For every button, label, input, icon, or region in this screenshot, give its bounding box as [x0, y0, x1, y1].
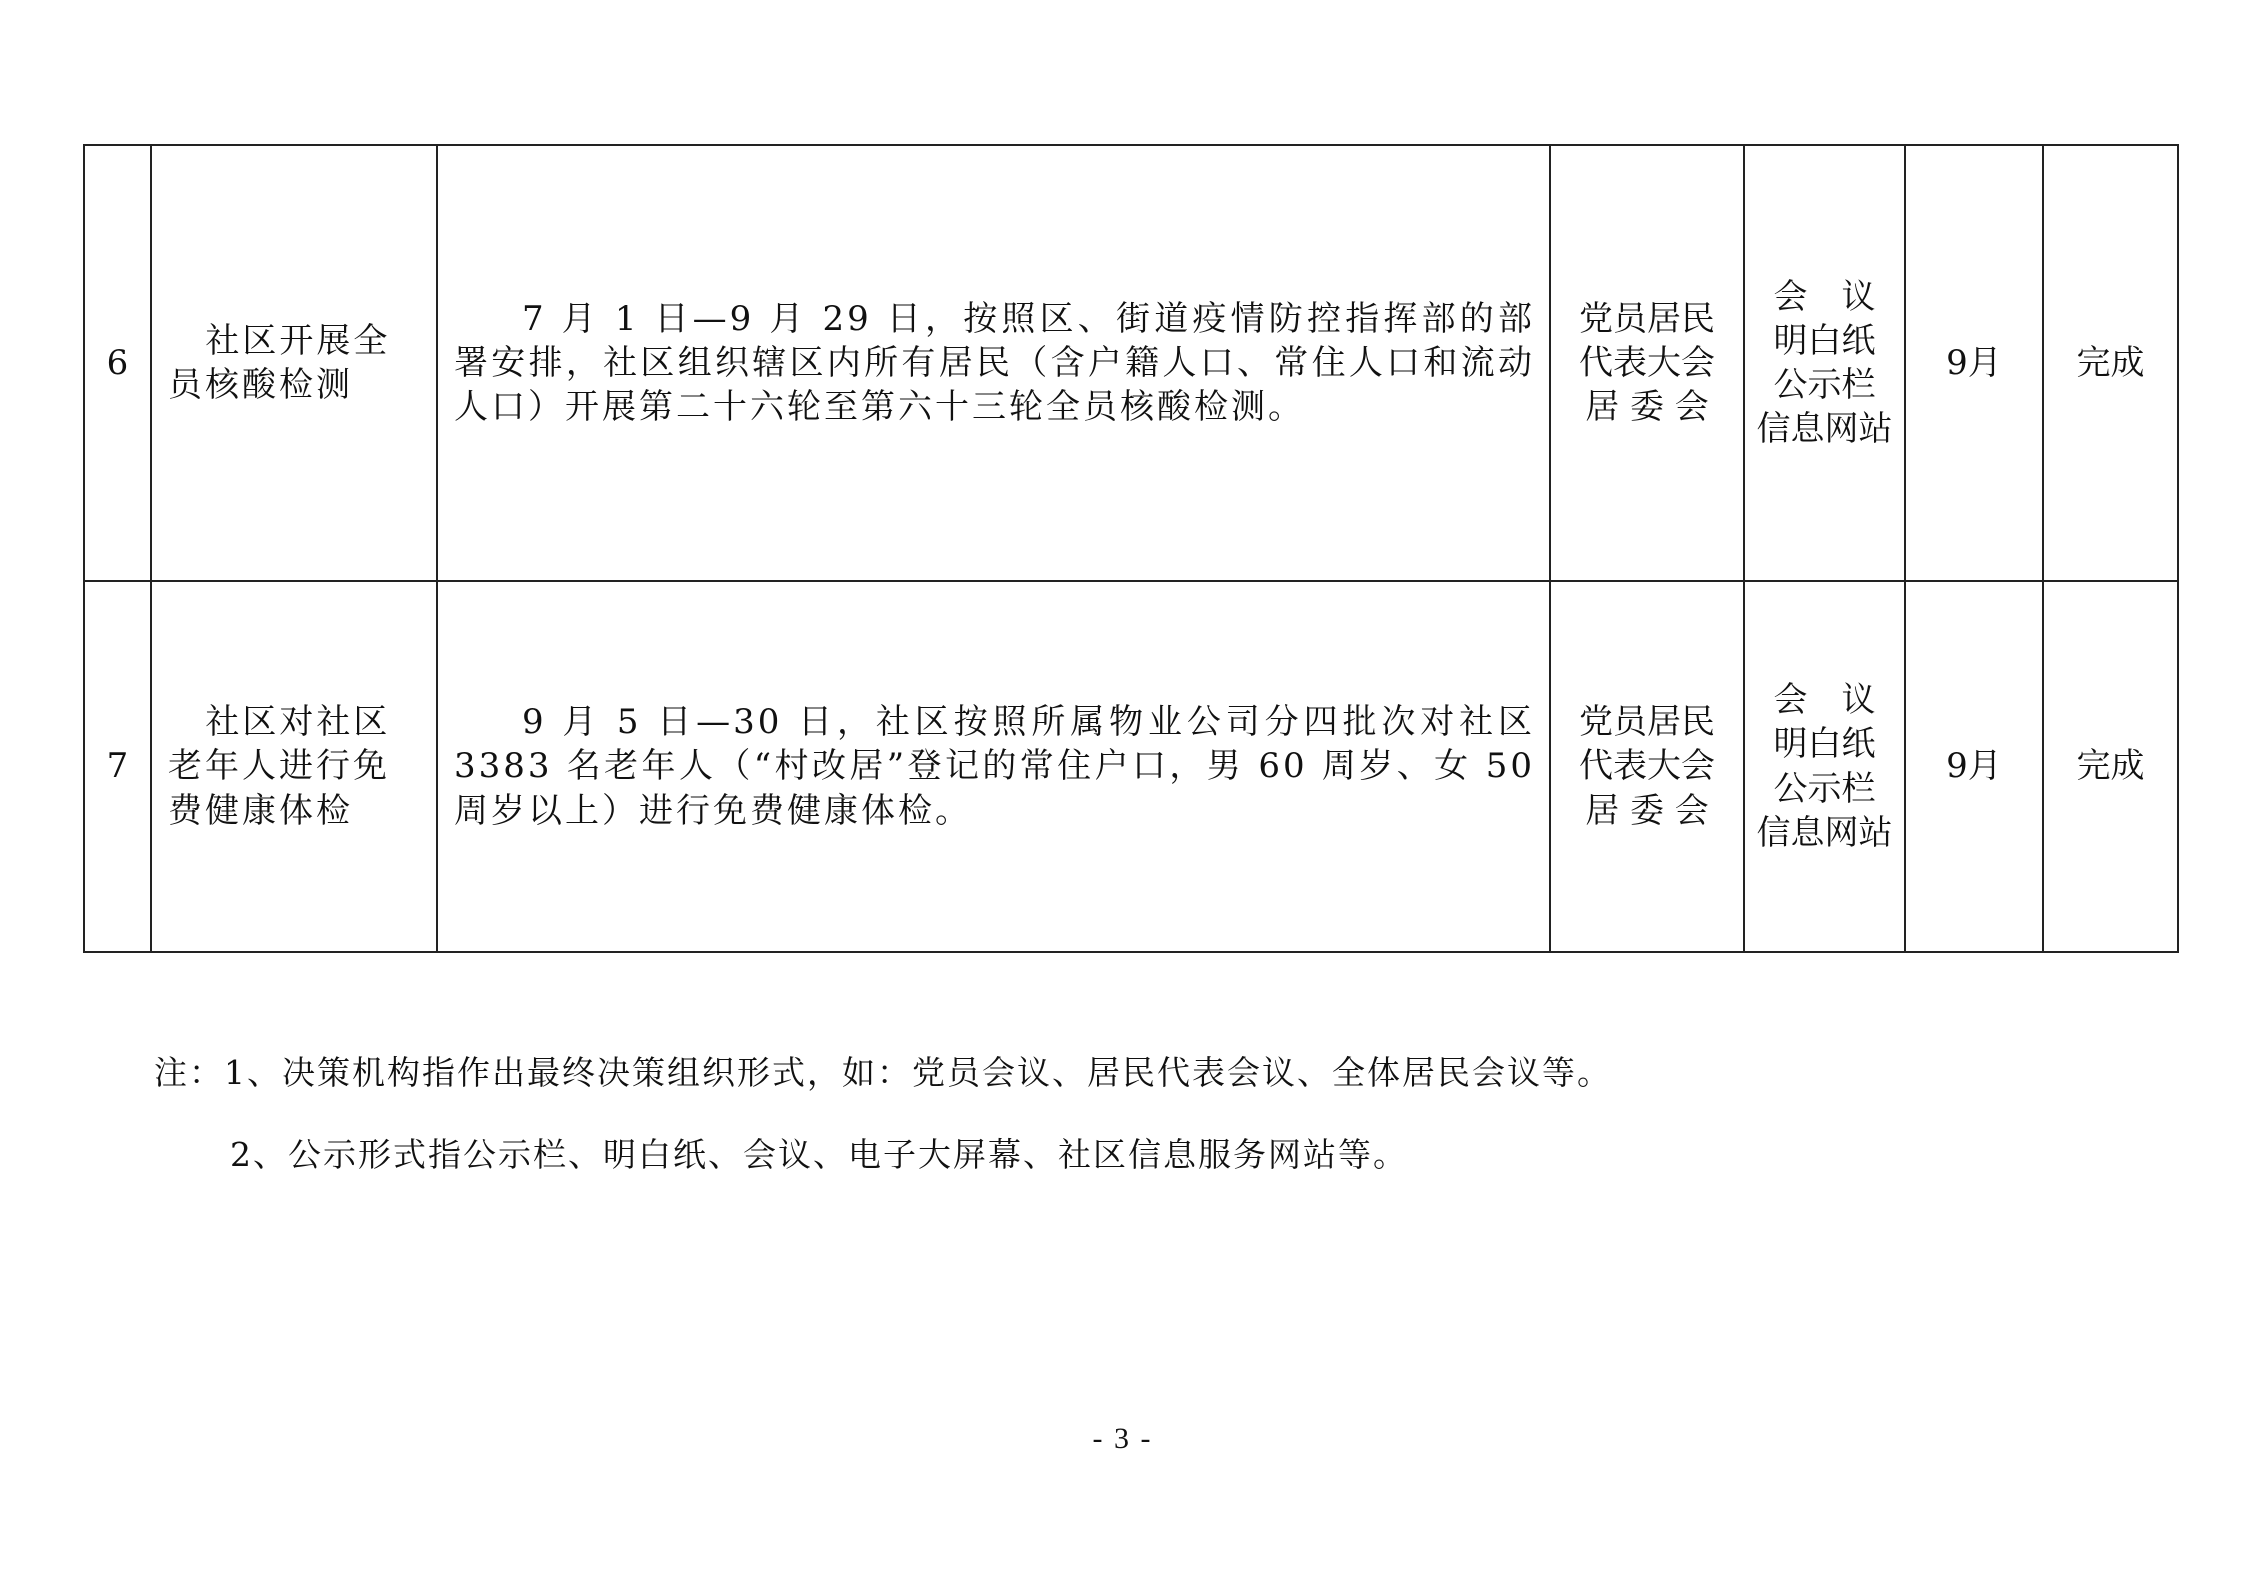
decision-line: 党员居民: [1579, 702, 1715, 743]
note-line: 注：1、决策机构指作出最终决策组织形式，如：党员会议、居民代表会议、全体居民会议等。: [154, 1053, 1612, 1092]
page-number: - 3 -: [1092, 1422, 1153, 1455]
publicity-form: [1744, 145, 1905, 581]
decision-line: 居 委 会: [1585, 790, 1709, 831]
publicity-form: [1744, 581, 1905, 952]
publicity-line: 信息网站: [1756, 409, 1893, 450]
publicity-time: 9月: [1905, 581, 2043, 952]
decision-line: 代表大会: [1579, 342, 1715, 383]
row-number: 6: [84, 145, 151, 581]
publicity-line: 公示栏: [1773, 768, 1876, 809]
publicity-line: 公示栏: [1773, 365, 1876, 405]
matters-table: [83, 144, 2179, 953]
publicity-line: 信息网站: [1756, 812, 1893, 853]
completion-status: 完成: [2043, 581, 2178, 952]
row-number: 7: [84, 581, 151, 952]
publicity-line: 明白纸: [1773, 320, 1876, 361]
publicity-line: 会 议: [1773, 680, 1876, 721]
decision-line: 居 委 会: [1585, 387, 1709, 428]
decision-line: 代表大会: [1579, 746, 1715, 787]
table-row: [84, 145, 2178, 581]
completion-status: 完成: [2043, 145, 2178, 581]
note-line: 2、公示形式指公示栏、明白纸、会议、电子大屏幕、社区信息服务网站等。: [230, 1135, 1408, 1174]
matter-content: 7 月 1 日—9 月 29 日，按照区、街道疫情防控指挥部的部署安排，社区组织辖区内所有居民（含户籍人口、常住人口和流动人口）开展第二十六轮至第六十三轮全员核酸检测。: [437, 145, 1550, 581]
decision-line: 党员居民: [1579, 298, 1715, 339]
decision-body: [1550, 581, 1744, 952]
matter-content: 9 月 5 日—30 日，社区按照所属物业公司分四批次对社区 3383 名老年人（“村改居”登记的常住户口，男 60 周岁、女 50 周岁以上）进行免费健康体检。: [437, 581, 1550, 952]
decision-body: [1550, 145, 1744, 581]
publicity-line: 会 议: [1773, 276, 1876, 317]
matter-title: 社区开展全员核酸检测: [151, 145, 437, 581]
publicity-line: 明白纸: [1773, 724, 1876, 765]
table-row: [84, 581, 2178, 952]
publicity-time: 9月: [1905, 145, 2043, 581]
matter-title: 社区对社区老年人进行免费健康体检: [151, 581, 437, 952]
